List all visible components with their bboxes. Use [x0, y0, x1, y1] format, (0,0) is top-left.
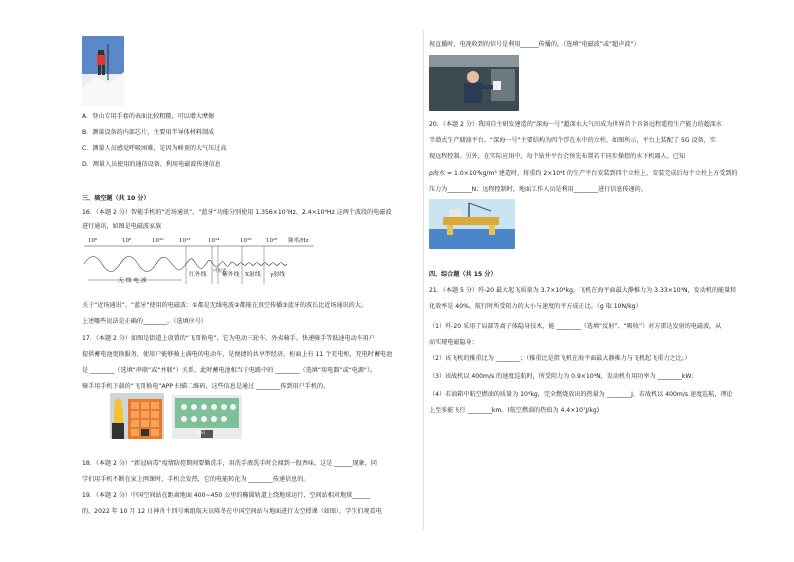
q21-line-2: 化效率是 40%，航行时所受阻力的大小与速度的平方成正比。（g 取 10N/kg） — [429, 303, 642, 310]
option-c: C．测量人员感觉呼吸困难，是因为峰顶的大气压过高 — [82, 145, 227, 152]
q21-line-4: 而实现电磁隐身； — [429, 339, 478, 346]
q17-line-3: 是 ________（选填“串联”或“并联”）关系，此时蓄电池相当于电路中的 ________（选填“用电器”或“电源”）。 — [82, 367, 377, 374]
q20-line-3: 现远程控制。另外，在实际应用中，每个钻井平台会预先布置若干同步操控的水下机器人。已知 — [429, 153, 685, 160]
q17-line-4: 骑手用手机下载的“飞哥换电”APP 扫描二维码，这些信息是通过 ________传到用户手机的。 — [82, 383, 330, 390]
q19-line-2: 的。2022 年 10 月 12 日神舟十四号乘组航天员陈冬在中国空间站与地面进行太空授课（如图），学生们观看电 — [82, 508, 382, 515]
q21-line-8: 上至多能飞行 ________km。(航空燃油的热值为 4.4×10⁷J/kg) — [429, 407, 600, 414]
freq-label-1e8: 10⁸ — [122, 238, 132, 244]
section-comprehensive-title: 四、综合题（共 15 分） — [429, 271, 497, 278]
q20-line-5: 压力为________N；远程控制时，地面工作人员是利用________进行信息传递的。 — [429, 186, 647, 193]
freq-label-1e16: 10¹⁶ — [240, 238, 252, 244]
q16-line-2: 进行通讯，如图是电磁波家族 — [82, 223, 162, 230]
q16-line-1: 16．（本题 2 分）智能手机的“近场通讯”、“蓝牙”功能分别使用 1.356×10⁷Hz、2.4×10⁹Hz 这两个波段的电磁波 — [82, 209, 392, 216]
q21-line-3: （1）歼-20 采用了局部等离子体隐身技术，能 ________（选填“反射”、“吸收”）对方雷达发射的电磁波，从 — [429, 323, 722, 330]
q20-line-2: 半潜式生产储油平台。“深海一号”主要结构为四个浮在水中的立柱，如图所示，平台上装配了 5G 设备，实 — [429, 137, 716, 144]
q19-line-1: 19．（本题 2 分）中国空间站在距离地面 400~450 公里的椭圆轨道上绕地球运行，空间站相对地球______ — [82, 492, 371, 499]
qr-code-label: 二维码 — [193, 430, 205, 435]
everest-survey-photo — [82, 36, 124, 106]
band-label-gamma: γ射线 — [270, 272, 286, 278]
freq-label-1e12: 10¹² — [179, 238, 191, 244]
band-label-radio: 无 线 电 波 — [118, 278, 147, 284]
offshore-platform-photo — [429, 199, 515, 249]
q16-line-4: 上述哪些说法是正确的________。（选填序号） — [82, 318, 207, 325]
option-b: B．测量设备的内部芯片，主要用半导体材料制成 — [82, 129, 215, 136]
q21-line-6: （3）该战机以 400m/s 的速度巡航时，所受阻力为 0.9×10⁴N，发动机有用功率为 ________kW； — [429, 373, 698, 380]
q21-line-1: 21．（本题 5 分）歼-20 最大起飞质量为 3.7×10⁴kg，飞机在海平面最大静推力为 3.33×10⁵N，发动机的能量转 — [429, 287, 737, 294]
q18-line-1: 18．（本题 2 分）“新冠病毒”疫情防控期间要勤洗手，用洗手液洗手时会闻到一股香味，这是 ______现象。同 — [82, 460, 377, 467]
band-label-ultraviolet: 紫外线 — [222, 272, 240, 278]
q19-line-3: 视直播时，电视收到的信号是利用______传播的。（选填“电磁波”或“超声波”） — [429, 41, 640, 48]
freq-label-1e10: 10¹⁰ — [152, 238, 164, 244]
freq-unit-label: 频率/Hz — [288, 238, 309, 244]
q20-line-4: ρ海水 = 1.0×10³kg/m³ 建造时，将重约 2×10⁴t 的生产平台安装到四个立柱上，安装完成后每个立柱上方受到的 — [429, 170, 738, 177]
freq-label-1e14: 10¹⁴ — [208, 238, 220, 244]
q17-line-1: 17．（本题 2 分）如图是街道上放置的“飞哥换电”，它为电动三轮车、外卖骑手、快递骑手等低速电动车用户 — [82, 335, 375, 342]
band-label-infrared: 红外线 — [189, 272, 207, 278]
space-station-lesson-photo — [429, 55, 519, 111]
battery-swap-cabinet-photo — [110, 393, 164, 439]
column-divider — [423, 30, 424, 530]
option-d: D．测量人员使用的通信设备，利用电磁波传递信息 — [82, 161, 221, 168]
battery-app-screenshot — [172, 395, 242, 439]
em-spectrum-diagram — [82, 232, 322, 290]
option-a: A．登山专用手套的表面比较粗糙，可以增大摩擦 — [82, 113, 215, 120]
band-label-xray: X射线 — [245, 272, 261, 278]
section-fill-blank-title: 三、填空题（共 10 分） — [82, 195, 150, 202]
freq-label-1e6: 10⁶ — [88, 238, 98, 244]
q20-line-1: 20．（本题 2 分）我国自主研发建造的“深海一号”超深水大气田成为世界首个具备远程遥控生产能力的超深水 — [429, 121, 722, 128]
q21-line-5: （2）该飞机的推重比为 ________；（推重比是指飞机在海平面最大静推力与飞机起飞重力之比。） — [429, 355, 691, 362]
q21-line-7: （4）若油箱中航空燃油的质量为 10⁴kg，完全燃烧放出的热量为 ________J，若战机以 400m/s 速度巡航，理论 — [429, 391, 733, 398]
q18-line-2: 学们用手机不断在家上网课时，手机会发热，它的电能转化为 ________传递信息的。 — [82, 476, 310, 483]
q16-line-3: 关于“近场通讯”、“蓝牙”使用的电磁波：①都是无线电波②都能在真空传播③蓝牙的波长比近场通讯的大。 — [82, 302, 367, 309]
freq-label-1e18: 10¹⁸ — [266, 238, 278, 244]
q17-line-2: 提供蓄电池更换服务，使用户能够骑上满电的电动车，是便捷的共享型经济。柜面上有 11 个充电柜，充电时蓄电池 — [82, 351, 393, 358]
band-label-visible: 可见光 — [213, 269, 227, 274]
